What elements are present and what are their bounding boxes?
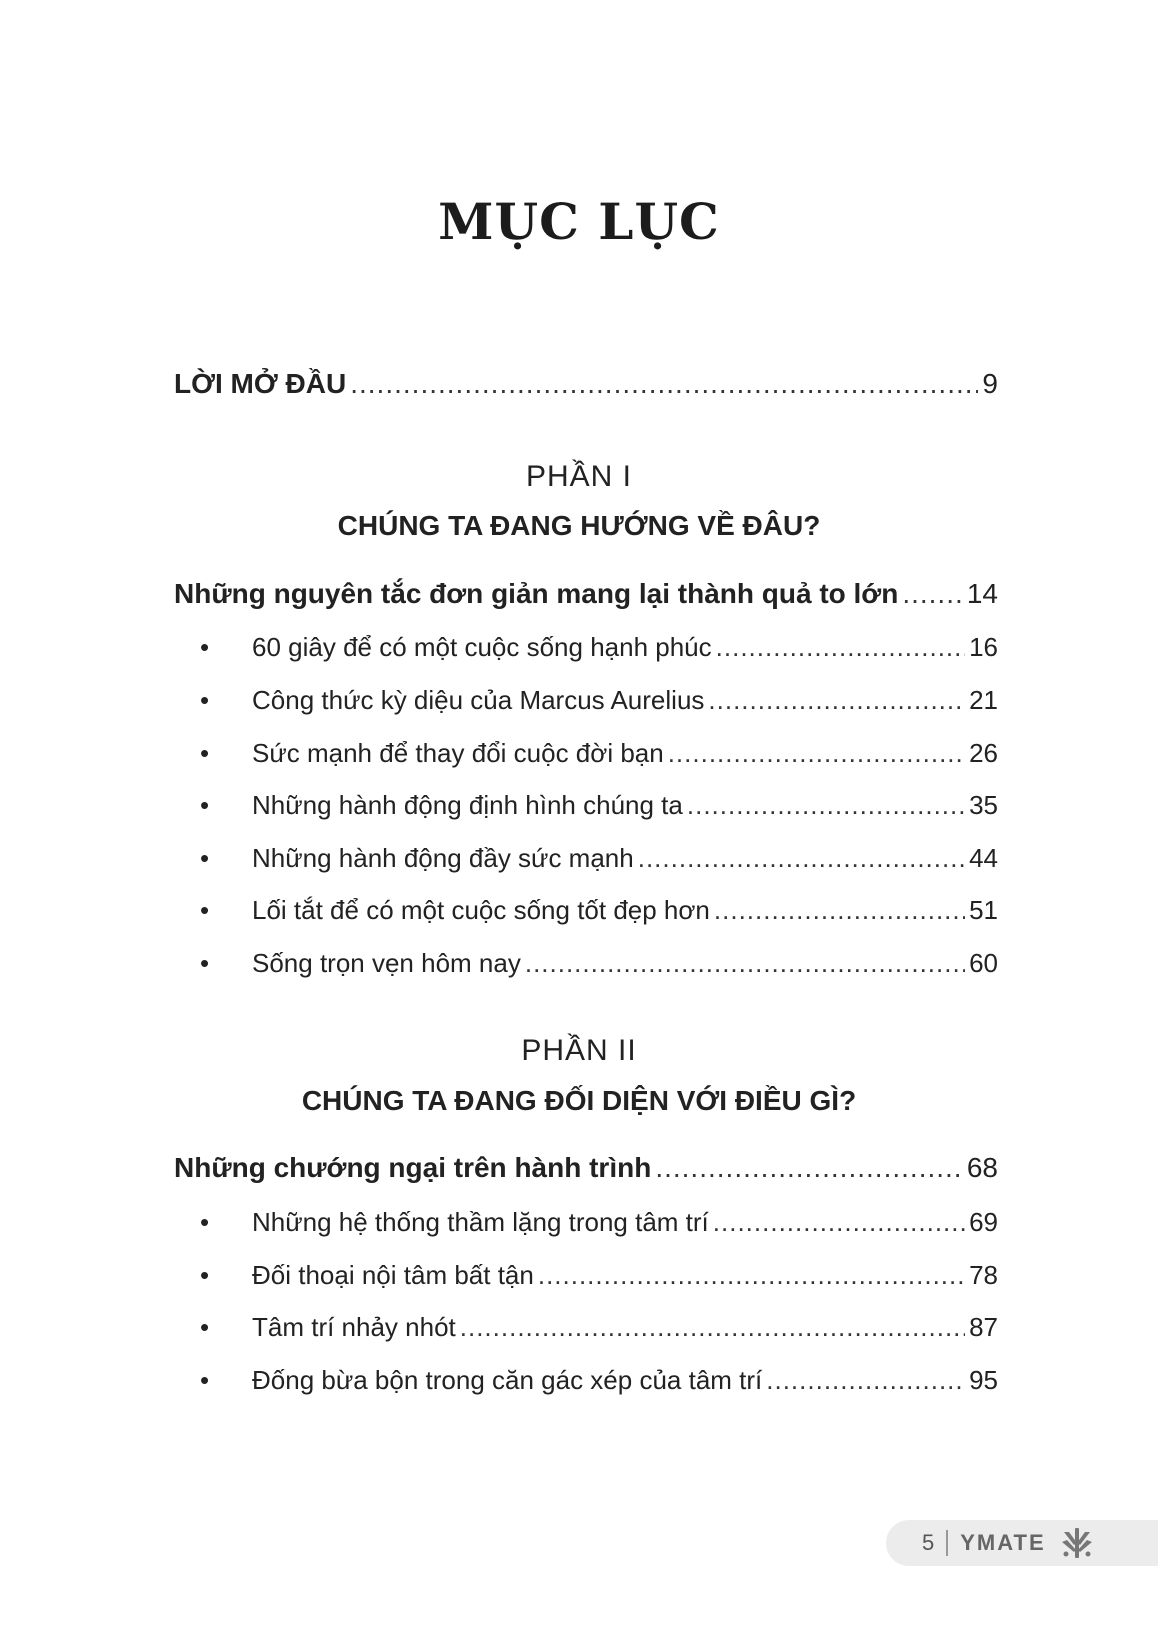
- toc-item-label: Đối thoại nội tâm bất tận: [252, 1260, 534, 1290]
- leader-dots: [687, 790, 965, 821]
- toc-entry-page: 14: [966, 578, 998, 609]
- toc-item-label: Công thức kỳ diệu của Marcus Aurelius: [252, 685, 705, 715]
- toc-entry-intro[interactable]: [174, 368, 998, 400]
- toc-item-label: Sức mạnh để thay đổi cuộc đời bạn: [252, 738, 664, 768]
- bullet: •: [200, 738, 210, 768]
- bullet: •: [200, 790, 210, 820]
- leader-dots: [668, 738, 965, 769]
- bullet: •: [200, 843, 210, 873]
- leader-dots: [708, 685, 965, 716]
- toc-item-label: Những hành động đầy sức mạnh: [252, 843, 634, 873]
- brand-logo-icon: [1060, 1526, 1094, 1560]
- leader-dots: [714, 895, 965, 926]
- toc-item[interactable]: [252, 685, 998, 716]
- page-number: 5: [922, 1530, 935, 1555]
- toc-item-label: Những hành động định hình chúng ta: [252, 790, 683, 820]
- bullet: •: [200, 948, 210, 978]
- bullet: •: [200, 1312, 210, 1342]
- toc-item-page: 87: [969, 1312, 998, 1342]
- part1-label: PHẦN I: [525, 460, 633, 493]
- toc-item-label: 60 giây để có một cuộc sống hạnh phúc: [252, 632, 712, 662]
- toc-item-page: 21: [969, 685, 998, 715]
- toc-item-label: Đống bừa bộn trong căn gác xép của tâm trí: [252, 1365, 763, 1395]
- toc-item[interactable]: [252, 1207, 998, 1238]
- toc-entry-label: LỜI MỞ ĐẦU: [174, 368, 347, 399]
- toc-item-page: 69: [969, 1207, 998, 1237]
- toc-item[interactable]: [252, 790, 998, 821]
- toc-chapter-part2[interactable]: [174, 1152, 998, 1184]
- leader-dots: [350, 368, 978, 400]
- toc-item[interactable]: [252, 632, 998, 663]
- toc-item[interactable]: [252, 738, 998, 769]
- bullet: •: [200, 1207, 210, 1237]
- page-footer: [886, 1520, 1158, 1566]
- part2-label: PHẦN II: [521, 1034, 637, 1067]
- toc-item[interactable]: [252, 1365, 998, 1396]
- toc-entry-label: Những chướng ngại trên hành trình: [174, 1152, 652, 1183]
- part2-title: CHÚNG TA ĐANG ĐỐI DIỆN VỚI ĐIỀU GÌ?: [301, 1085, 857, 1116]
- leader-dots: [713, 1207, 965, 1238]
- leader-dots: [902, 578, 963, 610]
- toc-item-page: 78: [969, 1260, 998, 1290]
- toc-entry-page: 9: [982, 368, 998, 399]
- toc-item[interactable]: [252, 1260, 998, 1291]
- toc-item[interactable]: [252, 843, 998, 874]
- toc-item-label: Tâm trí nhảy nhót: [252, 1312, 456, 1342]
- bullet: •: [200, 632, 210, 662]
- toc-item-label: Sống trọn vẹn hôm nay: [252, 948, 521, 978]
- toc-item-label: Lối tắt để có một cuộc sống tốt đẹp hơn: [252, 895, 710, 925]
- leader-dots: [638, 843, 965, 874]
- leader-dots: [525, 948, 965, 979]
- page-title: MỤC LỤC: [438, 192, 720, 251]
- leader-dots: [716, 632, 965, 663]
- toc-item[interactable]: [252, 895, 998, 926]
- bullet: •: [200, 895, 210, 925]
- toc-item-page: 60: [969, 948, 998, 978]
- toc-item[interactable]: [252, 948, 998, 979]
- leader-dots: [766, 1365, 965, 1396]
- toc-item-page: 26: [969, 738, 998, 768]
- bullet: •: [200, 685, 210, 715]
- brand-name: YMATE: [960, 1530, 1046, 1555]
- toc-item-label: Những hệ thống thầm lặng trong tâm trí: [252, 1207, 709, 1237]
- toc-item[interactable]: [252, 1312, 998, 1343]
- bullet: •: [200, 1260, 210, 1290]
- part1-title: CHÚNG TA ĐANG HƯỚNG VỀ ĐÂU?: [337, 510, 821, 541]
- toc-item-page: 16: [969, 632, 998, 662]
- leader-dots: [460, 1312, 965, 1343]
- toc-chapter-part1[interactable]: [174, 578, 998, 610]
- bullet: •: [200, 1365, 210, 1395]
- toc-item-page: 95: [969, 1365, 998, 1395]
- toc-item-page: 35: [969, 790, 998, 820]
- divider: [946, 1530, 948, 1556]
- toc-entry-page: 68: [966, 1152, 998, 1183]
- leader-dots: [655, 1152, 963, 1184]
- leader-dots: [538, 1260, 965, 1291]
- toc-item-page: 44: [969, 843, 998, 873]
- toc-item-page: 51: [969, 895, 998, 925]
- toc-entry-label: Những nguyên tắc đơn giản mang lại thành quả to lớn: [174, 578, 899, 609]
